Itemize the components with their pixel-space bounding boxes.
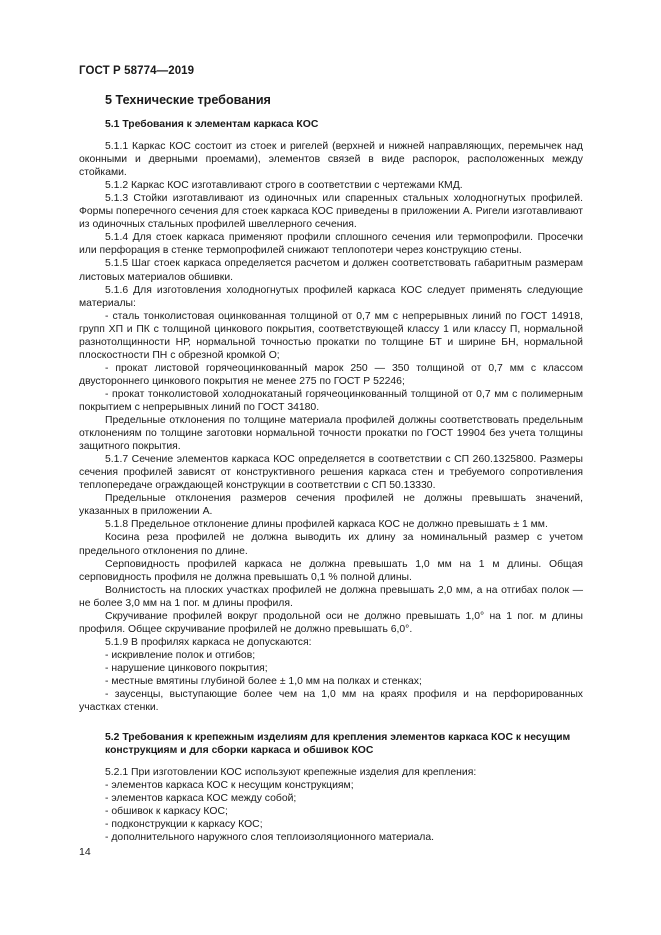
paragraph: Серповидность профилей каркаса не должна превышать 1,0 мм на 1 м длины. Общая серповидность профиля не должна превышать 0,1 % полной длины.: [79, 558, 583, 583]
list-item: - сталь тонколистовая оцинкованная толщиной от 0,7 мм с непрерывных линий по ГОСТ 14918, групп ХП и ПК с толщиной цинкового покрытия, соответствующей классу 1 или классу П, нормальной разнотолщинности НР, нормальной точностью прокатки по толщине БТ и ширине БН, нормальной плоскостности ПН с обрезной кромкой О;: [79, 310, 583, 361]
paragraph: 5.1.9 В профилях каркаса не допускаются:: [105, 636, 312, 648]
list-item: - элементов каркаса КОС между собой;: [105, 793, 297, 805]
paragraph: 5.2.1 При изготовлении КОС используют крепежные изделия для крепления:: [105, 767, 477, 779]
paragraph: 5.1.1 Каркас КОС состоит из стоек и ригелей (верхней и нижней направляющих, перемычек над оконными и дверными проемами), элементов связей в виде распорок, расположенных между стойками.: [79, 141, 583, 179]
list-item: - прокат тонколистовой холоднокатаный горячеоцинкованный толщиной от 0,7 мм с полимерным покрытием с непрерывных линий по ГОСТ 34180.: [79, 388, 583, 413]
paragraph: Косина реза профилей не должна выводить их длину за номинальный размер с учетом предельного отклонения по длине.: [79, 532, 583, 557]
list-item: - прокат листовой горячеоцинкованный марок 250 — 350 толщиной от 0,7 мм с классом двустороннего цинкового покрытия не менее 275 по ГОСТ Р 52246;: [79, 362, 583, 387]
paragraph: 5.1.8 Предельное отклонение длины профилей каркаса КОС не должно превышать ± 1 мм.: [105, 519, 548, 531]
list-item: - дополнительного наружного слоя теплоизоляционного материала.: [105, 832, 435, 844]
paragraph: 5.1.3 Стойки изготавливают из одиночных или спаренных стальных холодногнутых профилей. Формы поперечного сечения для стоек каркаса КОС приведены в приложении А. Ригели изготавливают из одиночных стальных профилей швеллерного сечения.: [79, 193, 583, 231]
list-item: - подконструкции к каркасу КОС;: [105, 819, 263, 831]
list-item: - нарушение цинкового покрытия;: [105, 662, 268, 674]
page-number: 14: [79, 846, 91, 858]
document-body: [79, 93, 583, 844]
paragraph: Предельные отклонения по толщине материала профилей должны соответствовать предельным отклонениям по толщине заготовки нормальной точности прокатки по ГОСТ 19904 без учета толщины защитного покрытия.: [79, 415, 583, 453]
paragraph: 5.1.7 Сечение элементов каркаса КОС определяется в соответствии с СП 260.1325800. Размеры сечения профилей зависят от конструктивного решения каркаса стен и требуемого сопротивления теплопередаче ограждающей конструкции в соответствии с СП 50.13330.: [79, 454, 583, 492]
list-item: - заусенцы, выступающие более чем на 1,0 мм на краях профиля и на перфорированных участках стенки.: [79, 689, 583, 714]
list-item: - обшивок к каркасу КОС;: [105, 806, 228, 818]
list-item: - искривление полок и отгибов;: [105, 649, 256, 661]
list-item: - местные вмятины глубиной более ± 1,0 мм на полках и стенках;: [105, 675, 422, 687]
paragraph: 5.1.6 Для изготовления холодногнутых профилей каркаса КОС следует применять следующие материалы:: [79, 284, 583, 309]
standard-header: ГОСТ Р 58774—2019: [79, 65, 195, 77]
paragraph: Волнистость на плоских участках профилей не должна превышать 2,0 мм, а на отгибах полок — не более 3,0 мм на 1 пог. м длины профиля.: [79, 584, 583, 609]
list-item: - элементов каркаса КОС к несущим конструкциям;: [105, 780, 354, 792]
paragraph: 5.1.2 Каркас КОС изготавливают строго в соответствии с чертежами КМД.: [105, 180, 463, 192]
paragraph: 5.1.4 Для стоек каркаса применяют профили сплошного сечения или термопрофили. Просечки или перфорация в стенке термопрофилей снижают теплопотери через конструкцию стены.: [79, 232, 583, 257]
paragraph: 5.1.5 Шаг стоек каркаса определяется расчетом и должен соответствовать габаритным размерам листовых материалов обшивки.: [79, 258, 583, 283]
paragraph: Скручивание профилей вокруг продольной оси не должно превышать 1,0° на 1 пог. м длины профиля. Общее скручивание профилей не должно превышать 6,0°.: [79, 610, 583, 635]
paragraph: Предельные отклонения размеров сечения профилей не должны превышать значений, указанных в приложении А.: [79, 493, 583, 518]
subsection-title-5-2: 5.2 Требования к крепежным изделиям для крепления элементов каркаса КОС к несущим конструкциям и для сборки каркаса и обшивок КОС: [105, 732, 571, 757]
subsection-title-5-1: 5.1 Требования к элементам каркаса КОС: [105, 119, 319, 130]
section-title: 5 Технические требования: [105, 93, 271, 107]
